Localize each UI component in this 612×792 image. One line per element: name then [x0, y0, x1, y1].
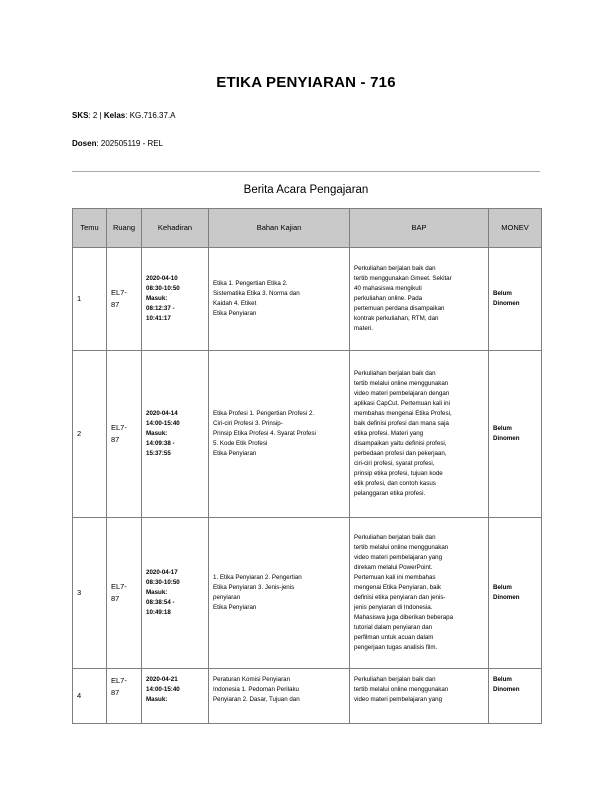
table-row	[73, 248, 542, 351]
cell-temu: 2	[73, 351, 107, 518]
cell-temu: 1	[73, 248, 107, 351]
course-meta	[72, 111, 176, 120]
cell-kehadiran: 2020-04-21 14:00-15:40 Masuk:	[142, 669, 209, 724]
kelas-label: Kelas	[103, 111, 126, 120]
table-header-row	[73, 209, 542, 248]
cell-temu: 3	[73, 518, 107, 669]
cell-kehadiran: 2020-04-17 08:30-10:50 Masuk: 08:38:54 - 10:49:18	[142, 518, 209, 669]
cell-bahan-kajian: Etika 1. Pengertian Etika 2. Sistematika Etika 3. Norma dan Kaidah 4. Etiket Etika Penyiaran	[209, 248, 350, 351]
kelas-value: : KG.716.37.A	[125, 111, 176, 120]
cell-kehadiran: 2020-04-10 08:30-10:50 Masuk: 08:12:37 - 10:41:17	[142, 248, 209, 351]
header-bahan-kajian: Bahan Kajian	[209, 209, 350, 248]
header-ruang: Ruang	[107, 209, 142, 248]
cell-bap: Perkuliahan berjalan baik dan tertib melalui online menggunakan video materi pembelajaran yang	[350, 669, 489, 724]
header-bap: BAP	[350, 209, 489, 248]
cell-monev: Belum Dinomen	[489, 248, 542, 351]
header-monev: MONEV	[489, 209, 542, 248]
cell-monev: Belum Dinomen	[489, 669, 542, 724]
dosen-label: Dosen	[72, 139, 97, 148]
cell-ruang: EL7- 87	[107, 669, 142, 724]
cell-monev: Belum Dinomen	[489, 518, 542, 669]
cell-monev: Belum Dinomen	[489, 351, 542, 518]
cell-kehadiran: 2020-04-14 14:00-15:40 Masuk: 14:09:38 - 15:37:55	[142, 351, 209, 518]
cell-bap: Perkuliahan berjalan baik dan tertib menggunakan Gmeet. Sekitar 40 mahasiswa mengikuti perkuliahan online. Pada pertemuan perdana disampaikan kontrak perkuliahan, RTM, dan materi.	[350, 248, 489, 351]
dosen-value: : 202505119 - REL	[96, 139, 164, 148]
table-row	[73, 669, 542, 724]
page-title: ETIKA PENYIARAN - 716	[216, 74, 396, 91]
cell-temu: 4	[73, 669, 107, 724]
table-row	[73, 518, 542, 669]
teaching-log-table	[72, 208, 542, 724]
table-row	[73, 351, 542, 518]
sks-label: SKS	[72, 111, 89, 120]
lecturer-meta	[72, 139, 163, 148]
cell-ruang: EL7- 87	[107, 351, 142, 518]
header-temu: Temu	[73, 209, 107, 248]
divider	[72, 171, 540, 172]
cell-bahan-kajian: Peraturan Komisi Penyiaran Indonesia 1. Pedoman Perilaku Penyiaran 2. Dasar, Tujuan dan	[209, 669, 350, 724]
cell-ruang: EL7- 87	[107, 248, 142, 351]
cell-bap: Perkuliahan berjalan baik dan tertib melalui online menggunakan video materi pembelajaran dengan aplikasi CapCut. Pertemuan kali ini membahas mengenai Etika Profesi, baik definisi profesi dan mana saja etika profesi. Materi yang disampaikan yaitu definisi profesi, perbedaan profesi dan pekerjaan, ciri-ciri profesi, syarat profesi, prinsip etika profesi, tujuan kode etik profesi, dan contoh kasus pelanggaran etika profesi.	[350, 351, 489, 518]
cell-ruang: EL7- 87	[107, 518, 142, 669]
cell-bap: Perkuliahan berjalan baik dan tertib melalui online menggunakan video materi pembelajaran yang direkam melalui PowerPoint. Pertemuan kali ini membahas mengenai Etika Penyiaran, baik definisi etika penyiaran dan jenis- jenis penyiaran di Indonesia. Mahasiswa juga diberikan beberapa tutorial dalam penyiaran dan perfilman untuk acuan dalam pengerjaan tugas analisis film.	[350, 518, 489, 669]
sks-value: : 2 |	[88, 111, 102, 120]
header-kehadiran: Kehadiran	[142, 209, 209, 248]
cell-bahan-kajian: 1. Etika Penyiaran 2. Pengertian Etika Penyiaran 3. Jenis-jenis penyiaran Etika Penyiaran	[209, 518, 350, 669]
section-title: Berita Acara Pengajaran	[243, 184, 369, 196]
cell-bahan-kajian: Etika Profesi 1. Pengertian Profesi 2. Ciri-ciri Profesi 3. Prinsip- Prinsip Etika Profesi 4. Syarat Profesi 5. Kode Etik Profesi Etika Penyiaran	[209, 351, 350, 518]
